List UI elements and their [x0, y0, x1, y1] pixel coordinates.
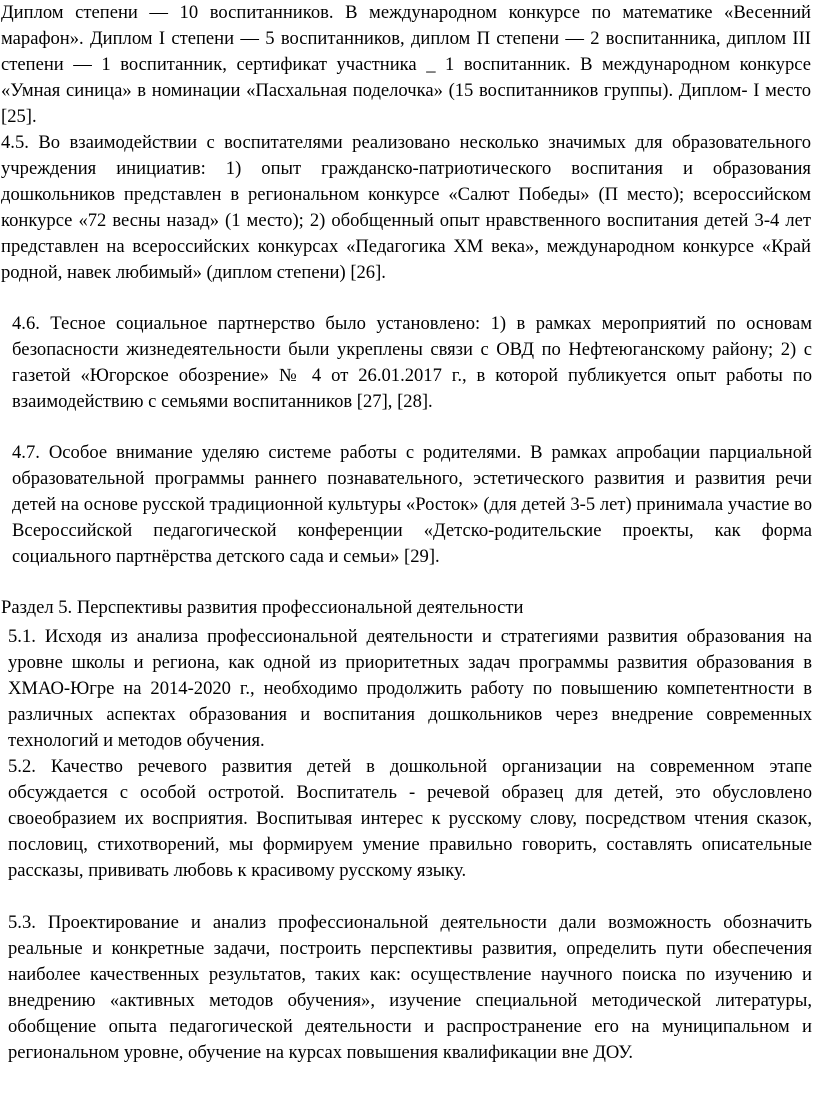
- paragraph-5-2: 5.2. Качество речевого развития детей в дошкольной организации на современном этапе обсуждается с особой остротой. Воспитатель - речевой образец для детей, это обусловлено своеобразием их восприятия. Воспитывая интерес к русскому слову, посредством чтения сказок, пословиц, стихотворений, мы формируем умение правильно говорить, составлять описательные рассказы, прививать любовь к красивому русскому языку.: [8, 756, 812, 881]
- section-5-heading: Раздел 5. Перспективы развития профессиональной деятельности: [1, 597, 524, 618]
- paragraph-4-6: 4.6. Тесное социальное партнерство было установлено: 1) в рамках мероприятий по основам безопасности жизнедеятельности были укреплены связи с ОВД по Нефтеюганскому району; 2) с газетой «Югорское обозрение» № 4 от 26.01.2017 г., в которой публикуется опыт работы по взаимодействию с семьями воспитанников [27], [28].: [12, 313, 812, 412]
- paragraph-5-1: 5.1. Исходя из анализа профессиональной деятельности и стратегиями развития образования на уровне школы и региона, как одной из приоритетных задач программы развития образования в ХМАО-Югре на 2014-2020 г., необходимо продолжить работу по повышению компетентности в различных аспектах образования и воспитания дошкольников через внедрение современных технологий и методов обучения.: [8, 626, 812, 751]
- paragraph-awards-continued: Диплом степени — 10 воспитанников. В международном конкурсе по математике «Весенний марафон». Диплом I степени — 5 воспитанников, диплом П степени — 2 воспитанника, диплом III степени — 1 воспитанник, сертификат участника _ 1 воспитанник. В международном конкурсе «Умная синица» в номинации «Пасхальная поделочка» (15 воспитанников группы). Диплом- I место [25].: [1, 2, 811, 127]
- paragraph-5-3: 5.3. Проектирование и анализ профессиональной деятельности дали возможность обозначить реальные и конкретные задачи, построить перспективы развития, определить пути обеспечения наиболее качественных результатов, таких как: осуществление научного поиска по изучению и внедрению «активных методов обучения», изучение специальной методической литературы, обобщение опыта педагогической деятельности и распространение его на муниципальном и региональном уровне, обучение на курсах повышения квалификации вне ДОУ.: [8, 912, 812, 1063]
- paragraph-4-7: 4.7. Особое внимание уделяю системе работы с родителями. В рамках апробации парциальной образовательной программы раннего познавательного, эстетического развития и развития речи детей на основе русской традиционной культуры «Росток» (для детей 3-5 лет) принимала участие во Всероссийской педагогической конференции «Детско-родительские проекты, как форма социального партнёрства детского сада и семьи» [29].: [12, 442, 812, 567]
- paragraph-4-5: 4.5. Во взаимодействии с воспитателями реализовано несколько значимых для образовательного учреждения инициатив: 1) опыт гражданско-патриотического воспитания и образования дошкольников представлен в региональном конкурсе «Салют Победы» (П место); всероссийском конкурсе «72 весны назад» (1 место); 2) обобщенный опыт нравственного воспитания детей 3-4 лет представлен на всероссийских конкурсах «Педагогика ХМ века», международном конкурсе «Край родной, навек любимый» (диплом степени) [26].: [1, 132, 811, 283]
